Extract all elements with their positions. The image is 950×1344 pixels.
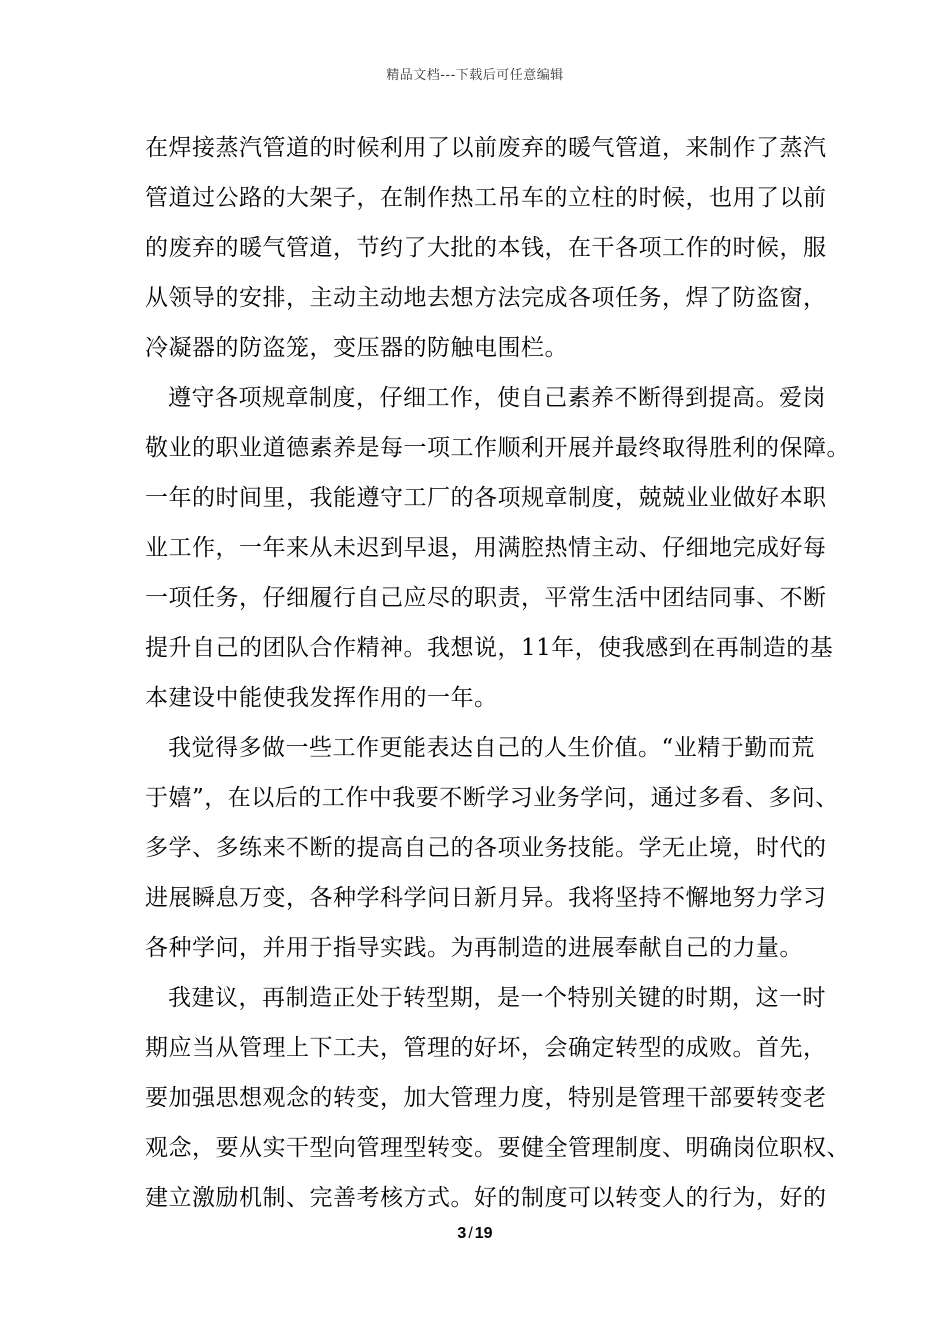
text-line: 进展瞬息万变，各种学科学问日新月异。我将坚持不懈地努力学习 (145, 885, 827, 911)
text-line: 多学、多练来不断的提高自己的各项业务技能。学无止境，时代的 (145, 835, 827, 861)
text-line: 我觉得多做一些工作更能表达自己的人生价值。“业精于勤而荒 (168, 735, 815, 761)
text-line: 期应当从管理上下工夫，管理的好坏，会确定转型的成败。首先， (145, 1035, 827, 1061)
text-line: 各种学问，并用于指导实践。为再制造的进展奉献自己的力量。 (145, 935, 803, 961)
text-line: 一年的时间里，我能遵守工厂的各项规章制度，兢兢业业做好本职 (145, 485, 827, 511)
text-line: 于嬉”，在以后的工作中我要不断学习业务学问，通过多看、多问、 (145, 785, 839, 811)
text-line: 建立激励机制、完善考核方式。好的制度可以转变人的行为，好的 (145, 1185, 827, 1211)
text-line: 的废弃的暖气管道，节约了大批的本钱，在干各项工作的时候，服 (145, 235, 827, 261)
text-line: 业工作，一年来从未迟到早退，用满腔热情主动、仔细地完成好每 (145, 535, 827, 561)
text-line: 在焊接蒸汽管道的时候利用了以前废弃的暖气管道，来制作了蒸汽 (145, 135, 827, 161)
text-line: 要加强思想观念的转变，加大管理力度，特别是管理干部要转变老 (145, 1085, 827, 1111)
text-line: 提升自己的团队合作精神。我想说，11年，使我感到在再制造的基 (145, 635, 834, 661)
text-line: 遵守各项规章制度，仔细工作，使自己素养不断得到提高。爱岗 (168, 385, 826, 411)
text-line: 冷凝器的防盗笼，变压器的防触电围栏。 (145, 335, 568, 361)
text-line: 管道过公路的大架子，在制作热工吊车的立柱的时候，也用了以前 (145, 185, 827, 211)
page-number-current: 3 (457, 1225, 467, 1242)
page-number-separator: / (468, 1225, 473, 1242)
text-line: 观念，要从实干型向管理型转变。要健全管理制度、明确岗位职权、 (145, 1135, 850, 1161)
text-line: 从领导的安排，主动主动地去想方法完成各项任务，焊了防盗窗， (145, 285, 827, 311)
page-header: 精品文档---下载后可任意编辑 (386, 68, 564, 83)
text-line: 敬业的职业道德素养是每一项工作顺利开展并最终取得胜利的保障。 (145, 435, 850, 461)
page-number-total: 19 (474, 1225, 493, 1242)
body-text (145, 126, 850, 1226)
page-number (0, 1225, 950, 1243)
text-line: 本建设中能使我发挥作用的一年。 (145, 685, 498, 711)
text-line: 我建议，再制造正处于转型期，是一个特别关键的时期，这一时 (168, 985, 826, 1011)
text-line: 一项任务，仔细履行自己应尽的职责，平常生活中团结同事、不断 (145, 585, 827, 611)
